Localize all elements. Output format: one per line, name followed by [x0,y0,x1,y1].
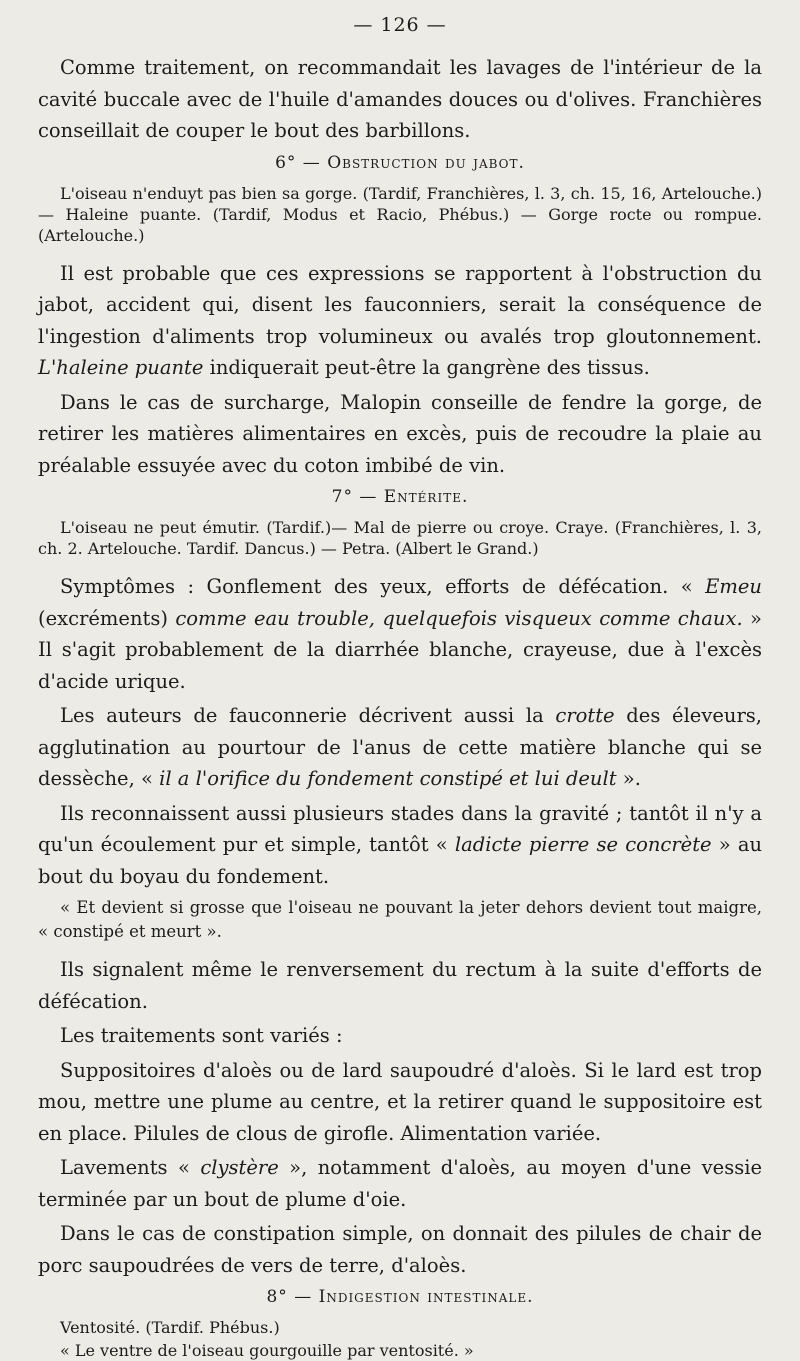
paragraph-treatment: Comme traitement, on recommandait les lavages de l'intérieur de la cavité buccale avec de l'huile d'amandes douces ou d'olives. Franchières conseillait de couper le bout des barbillons. [38,56,762,142]
paragraph-stades: Ils reconnaissent aussi plusieurs stades dans la gravité ; tantôt il n'y a qu'un écoulement pur et simple, tantôt « ladicte pierre se concrète » au bout du boyau du fondement. [38,801,763,888]
section-heading-8 [38,1287,762,1307]
quotation-ventosite: « Le ventre de l'oiseau gourgouille par ventosité. » [60,1341,474,1360]
paragraph-suppositoires: Suppositoires d'aloès ou de lard saupoudré d'aloès. Si le lard est trop mou, mettre une plume au centre, et la retirer quand le suppositoire est en place. Pilules de clous de girofle. Alimentation variée. [38,1058,762,1145]
section-heading-6 [38,153,762,173]
paragraph-constipation: Dans le cas de constipation simple, on donnait des pilules de chair de porc saupoudrées de vers de terre, d'aloès. [38,1222,762,1277]
paragraph-traitements: Les traitements sont variés : [60,1024,343,1047]
quotation-constipe: « Et devient si grosse que l'oiseau ne pouvant la jeter dehors devient tout maigre, « constipé et meurt ». [38,898,762,941]
reference-note-7: L'oiseau ne peut émutir. (Tardif.)— Mal de pierre ou croye. Craye. (Franchières, l. 3, ch. 2. Artelouche. Tardif. Dancus.) — Petra. (Albert le Grand.) [38,518,762,558]
section-title: Obstruction du jabot. [327,152,525,173]
section-number: 8° — [266,1287,319,1307]
paragraph-lavements: Lavements « clystère », notamment d'aloès, au moyen d'une vessie terminée par un bout de plume d'oie. [38,1156,762,1211]
section-number: 6° — [275,152,328,173]
section-heading-7 [38,487,762,507]
paragraph-crotte: Les auteurs de fauconnerie décrivent aussi la crotte des éleveurs, agglutination au pourtour de l'anus de cette matière blanche qui se dessèche, « il a l'orifice du fondement constipé et lui deult ». [38,704,762,790]
section-title: Entérite. [383,487,469,507]
paragraph-obstruction: Il est probable que ces expressions se rapportent à l'obstruction du jabot, accident qui, disent les fauconniers, serait la conséquence de l'ingestion d'aliments trop volumineux ou avalés trop gloutonnement. L'haleine puante indiquerait peut-être la gangrène des tissus. [38,261,762,379]
section-title: Indigestion intestinale. [318,1287,534,1307]
paragraph-symptoms: Symptômes : Gonflement des yeux, efforts de défécation. « Emeu (excréments) comme eau trouble, quelquefois visqueux comme chaux. » Il s'agit probablement de la diarrhée blanche, crayeuse, due à l'excès d'acide urique. [38,575,762,693]
paragraph-surcharge: Dans le cas de surcharge, Malopin conseille de fendre la gorge, de retirer les matières alimentaires en excès, puis de recoudre la plaie au préalable essuyée avec du coton imbibé de vin. [38,390,762,477]
reference-note-8: Ventosité. (Tardif. Phébus.) [60,1318,280,1337]
reference-note-6: L'oiseau n'enduyt pas bien sa gorge. (Tardif, Franchières, l. 3, ch. 15, 16, Artelouche.) — Haleine puante. (Tardif, Modus et Racio, Phébus.) — Gorge rocte ou rompue. (Artelouche.) [38,183,762,245]
section-number: 7° — [331,487,384,507]
paragraph-rectum: Ils signalent même le renversement du rectum à la suite d'efforts de défécation. [38,958,762,1013]
page-number: — 126 — [353,14,447,36]
